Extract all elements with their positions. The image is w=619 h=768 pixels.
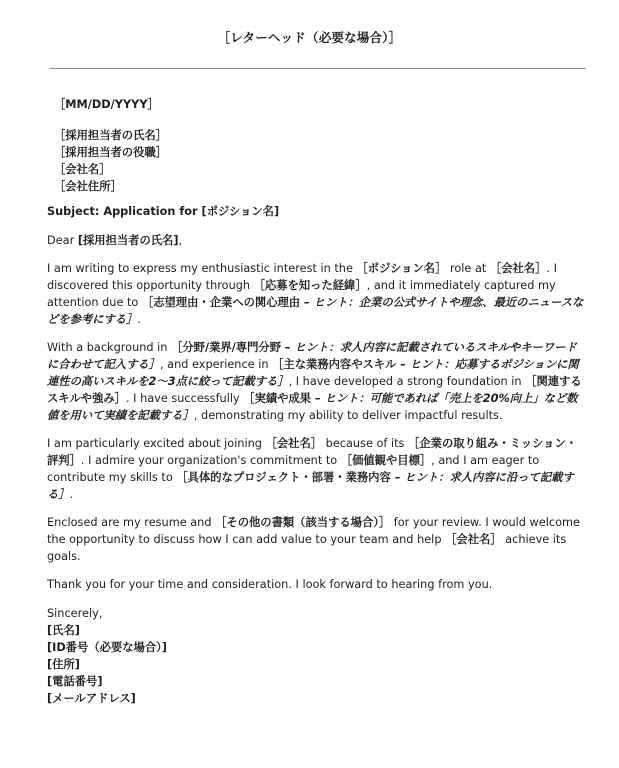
- text: for your review. I would welcome the opportunity to discuss how I can add value to your team and help: [47, 516, 580, 546]
- hint-achievement: – ヒント：可能であれば「売上を20%向上」など数値を用いて実績を記載する］: [47, 392, 578, 422]
- recipient-company: ［会社名］: [54, 163, 111, 176]
- recipient-address: ［会社住所］: [54, 180, 122, 193]
- hint-project: – ヒント：求人内容に沿って記載する］: [47, 471, 574, 501]
- hint-reason: – ヒント：企業の公式サイトや理念、最近のニュースなどを参考にする］: [47, 296, 584, 326]
- hint-experience: – ヒント：応募するポジションに関連性の高いスキルを2〜3点に絞って記載する］: [47, 358, 579, 388]
- signature-name: [氏名]: [47, 624, 80, 637]
- hint-field: – ヒント：求人内容に記載されているスキルやキーワードに合わせて記入する］: [47, 341, 577, 371]
- recipient-block: [54, 127, 587, 195]
- paragraph-motivation: [47, 435, 587, 503]
- placeholder-source: ［応募を知った経緯］: [253, 279, 367, 292]
- date-line: ［MM/DD/YYYY］: [54, 98, 159, 111]
- placeholder-project: ［具体的なプロジェクト・部署・業務内容: [176, 471, 391, 484]
- salutation: [47, 232, 587, 249]
- letter-body: [47, 96, 587, 707]
- text: role at: [446, 262, 490, 275]
- text: , and experience in: [159, 358, 273, 371]
- recipient-title: ［採用担当者の役職］: [54, 146, 167, 159]
- placeholder-company: ［会社名］: [445, 533, 502, 546]
- paragraph-intro: [47, 260, 587, 328]
- text: . I have successfully: [125, 392, 244, 405]
- salutation-suffix: ,: [178, 234, 183, 247]
- paragraph-enclosure: [47, 514, 587, 565]
- letterhead-placeholder: ［レターヘッド（必要な場合）］: [217, 30, 402, 45]
- signature-phone: [電話番号]: [47, 675, 103, 688]
- text: . I discovered this opportunity through: [47, 262, 557, 292]
- text: because of its: [322, 437, 409, 450]
- subject-position: [ポジション名]: [201, 205, 280, 218]
- placeholder-skills: ［関連するスキルや強み］: [47, 375, 582, 405]
- subject-prefix: Subject: Application for: [47, 205, 202, 218]
- text: , and I am eager to contribute my skills to: [47, 454, 540, 484]
- placeholder-experience: ［主な業務内容やスキル: [272, 358, 397, 371]
- recipient-name: ［採用担当者の氏名］: [54, 129, 167, 142]
- placeholder-mission: ［企業の取り組み・ミッション・評判］: [47, 437, 578, 467]
- text: , and it immediately captured my attention due to: [47, 279, 556, 309]
- subject-line: [47, 203, 587, 220]
- placeholder-documents: ［その他の書類（該当する場合）］: [215, 516, 391, 529]
- closing-phrase: Sincerely,: [47, 607, 103, 620]
- header-divider: [50, 68, 586, 69]
- text: , demonstrating my ability to deliver impactful results.: [193, 409, 503, 422]
- text: I am writing to express my enthusiastic interest in the: [47, 262, 357, 275]
- salutation-name: [採用担当者の氏名]: [77, 234, 179, 247]
- text: With a background in: [47, 341, 172, 354]
- salutation-prefix: Dear: [47, 234, 78, 247]
- paragraph-thanks: Thank you for your time and consideration. I look forward to hearing from you.: [47, 578, 493, 591]
- placeholder-company: ［会社名］: [265, 437, 323, 450]
- signature-id: [ID番号（必要な場合）]: [47, 641, 167, 654]
- text: I am particularly excited about joining: [47, 437, 266, 450]
- text: , I have developed a strong foundation in: [288, 375, 526, 388]
- signature-address: [住所]: [47, 658, 80, 671]
- signature-email: [メールアドレス]: [47, 692, 136, 705]
- text: Enclosed are my resume and: [47, 516, 216, 529]
- placeholder-field: ［分野/業界/専門分野: [171, 341, 281, 354]
- text: .: [137, 313, 141, 326]
- text: . I admire your organization's commitment to: [80, 454, 341, 467]
- text: achieve its goals.: [47, 533, 567, 563]
- placeholder-values: ［価値観や目標］: [340, 454, 432, 467]
- signature-block: [47, 605, 587, 707]
- placeholder-company: ［会社名］: [489, 262, 547, 275]
- placeholder-reason: ［志望理由・企業への関心理由: [141, 296, 301, 309]
- paragraph-background: [47, 339, 587, 424]
- placeholder-achievement: ［実績や成果: [243, 392, 312, 405]
- placeholder-position: ［ポジション名］: [356, 262, 447, 275]
- text: .: [69, 488, 74, 501]
